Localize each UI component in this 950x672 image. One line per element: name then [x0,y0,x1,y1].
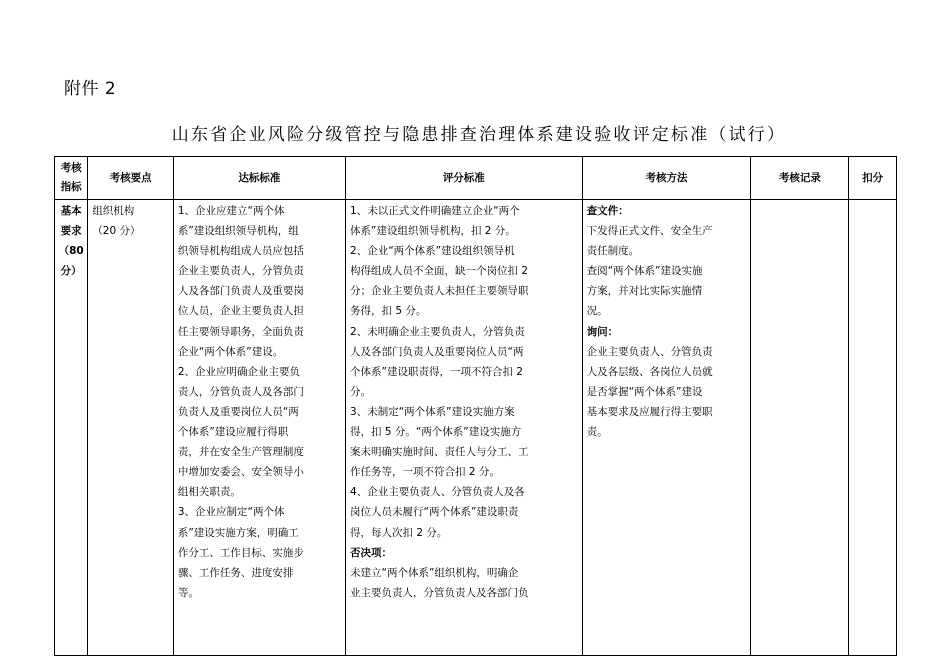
text-line: 务得，扣 5 分。 [350,305,427,318]
text-line: 3、企业应制定“两个体 [177,506,285,519]
text-line: 责人，分管负责人及各部门 [177,385,304,398]
text-line: 任主要领导职务，全面负责 [177,325,304,338]
header-method: 考核方法 [582,157,751,200]
text-line: 是否掌握“两个体系”建设 [586,385,703,398]
table-header-row [55,157,897,200]
text-line: 2、企业应明确企业主要负 [177,365,301,378]
header-record: 考核记录 [751,157,849,200]
header-standard: 达标标准 [173,157,345,200]
text-line: 个体系”建设应履行得职 [177,426,289,439]
text-line: 2、未明确企业主要负责人，分管负责 [350,325,525,338]
text-line: 3、未制定“两个体系”建设实施方案 [350,405,515,418]
text-line: 骤、工作任务、进度安排 [177,566,294,579]
text-line: 1、企业应建立“两个体 [177,205,285,217]
cell-indicator [55,200,88,656]
text-line: 位人员，企业主要负责人担 [177,305,304,318]
text-line: 方案，并对比实际实施情 [586,285,703,298]
text-line: 组织机构 [92,205,135,217]
text-line: 个体系”建设职责得，一项不符合扣 2 [350,365,523,378]
text-line: 责任制度。 [586,245,640,258]
header-key-points: 考核要点 [88,157,174,200]
header-indicator-line: 指标 [60,181,82,193]
text-line: 基本要求及应履行得主要职 [586,405,713,418]
cell-method [582,200,751,656]
document-title: 山东省企业风险分级管控与隐患排查治理体系建设验收评定标准（试行） [171,125,787,145]
text-line: 4、企业主要负责人、分管负责人及各 [350,486,525,499]
text-line: 系”建设实施方案，明确工 [177,526,299,539]
scoring-lines [350,201,578,543]
cell-record[interactable] [751,200,849,656]
cell-standard [173,200,345,656]
text-line: 企业主要负责人、分管负责 [586,345,713,358]
text-line: 人及各层级、各岗位人员就 [586,365,713,378]
evaluation-standard-table [54,156,897,656]
text-line: 人及各部门负责人及重要岗 [177,285,304,298]
text-line: （80 [58,245,84,258]
scoring-veto-lines [350,563,578,603]
text-line: 企业主要负责人，分管负责 [177,265,304,278]
cell-key-points [88,200,174,656]
text-line: 查阅“两个体系”建设实施 [586,265,703,278]
text-line: 分；企业主要负责人未担任主要领导职 [350,285,529,298]
header-scoring: 评分标准 [346,157,583,200]
text-line: 业主要负责人，分管负责人及各部门负 [350,586,529,599]
text-line: 2、企业“两个体系”建设组织领导机 [350,245,515,258]
text-line: 人及各部门负责人及重要岗位人员“两 [350,345,524,358]
cell-scoring [346,200,583,656]
text-line: 况。 [586,305,608,318]
text-line: 下发得正式文件、安全生产 [586,225,713,238]
text-line: 责，并在安全生产管理制度 [177,446,304,459]
method-check-lines [587,221,747,321]
header-deduction: 扣分 [849,157,897,200]
text-line: 分。 [350,385,372,398]
method-check-heading: 查文件： [586,205,629,217]
table-row [55,200,897,656]
text-line: 作分工、工作目标、实施步 [177,546,304,559]
header-indicator-line: 考核 [60,162,82,174]
text-line: 中增加安委会、安全领导小 [177,466,304,479]
text-line: 企业“两个体系”建设。 [177,345,284,358]
text-line: 岗位人员未履行“两个体系”建设职责 [350,506,519,519]
method-inquiry-lines [587,342,747,442]
header-indicator [55,157,88,200]
text-line: 系”建设组织领导机构，组 [177,225,299,238]
text-line: 要求 [60,225,82,238]
text-line: （20 分） [92,225,141,238]
cell-deduction[interactable] [849,200,897,656]
text-line: 体系”建设组织领导机构，扣 2 分。 [350,225,516,238]
text-line: 负责人及重要岗位人员“两 [177,405,299,418]
text-line: 构得组成人员不全面，缺一个岗位扣 2 [350,265,529,278]
scoring-veto-heading: 否决项： [350,546,393,559]
attachment-label: 附件 2 [64,79,117,99]
text-line: 基本 [60,205,82,217]
text-line: 分） [60,265,82,278]
text-line: 组相关职责。 [177,486,241,499]
method-inquiry-heading: 询问： [586,325,619,338]
text-line: 作任务等，一项不符合扣 2 分。 [350,466,500,479]
text-line: 织领导机构组成人员应包括 [177,245,304,258]
text-line: 未建立“两个体系”组织机构，明确企 [350,566,519,579]
text-line: 责。 [586,426,608,439]
text-line: 案未明确实施时间、责任人与分工、工 [350,446,529,459]
text-line: 得，扣 5 分。“两个体系”建设实施方 [350,426,522,439]
text-line: 等。 [177,586,199,599]
text-line: 得，每人次扣 2 分。 [350,526,448,539]
text-line: 1、未以正式文件明确建立企业“两个 [350,205,520,217]
